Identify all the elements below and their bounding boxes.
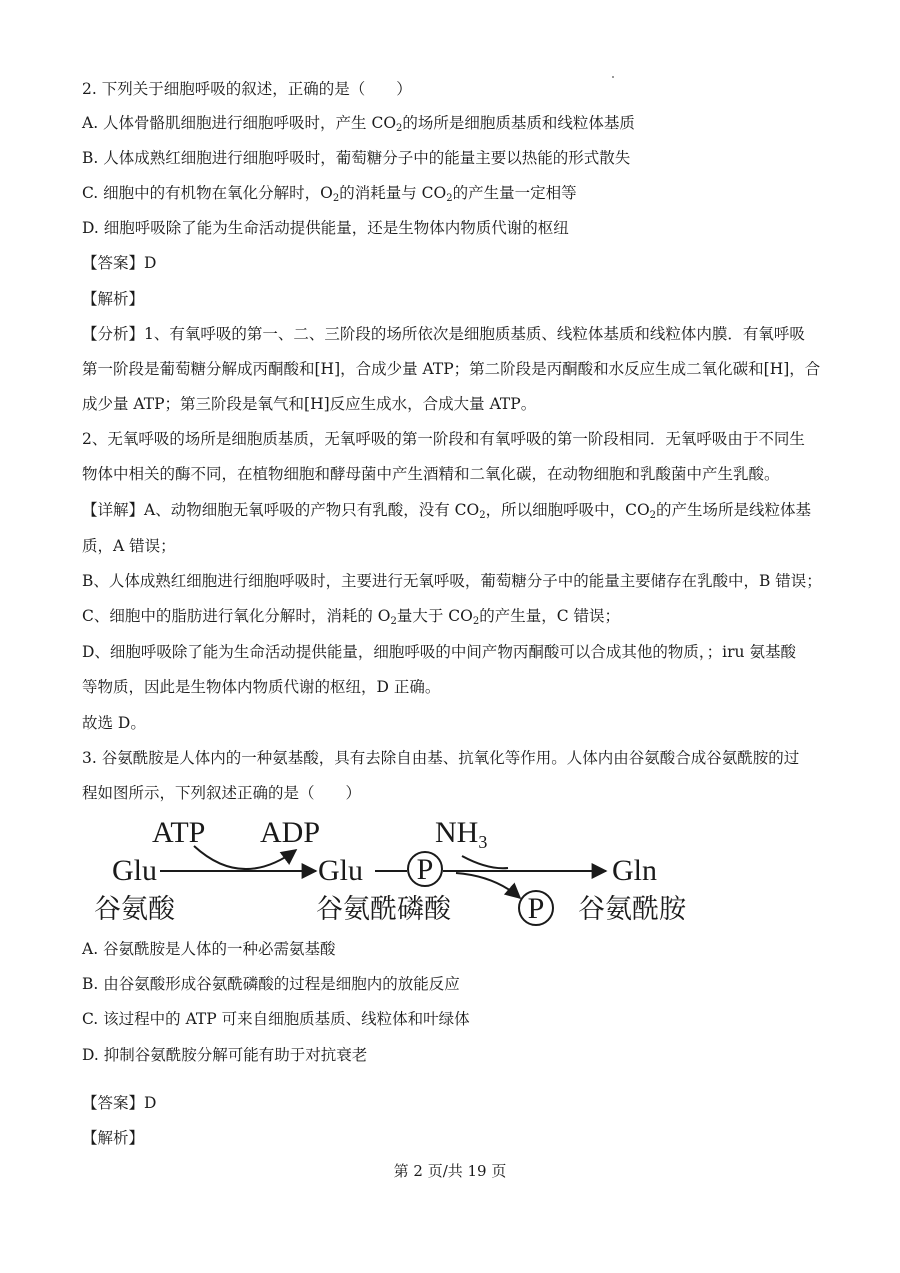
q2-option-b: B. 人体成熟红细胞进行细胞呼吸时，葡萄糖分子中的能量主要以热能的形式散失 [82, 149, 631, 167]
q2-answer: 【答案】D [82, 254, 157, 272]
q2-pick: 故选 D。 [82, 714, 146, 732]
phosphate-p-1: P [416, 853, 434, 886]
scan-speck [612, 76, 614, 78]
q2-jiexi-heading: 【解析】 [82, 290, 145, 308]
phosphate-out-arrow [456, 873, 520, 898]
page-footer: 第 2 页/共 19 页 [393, 1162, 507, 1180]
q2-analysis-line: 成少量 ATP；第三阶段是氧气和[H]反应生成水，合成大量 ATP。 [82, 395, 537, 413]
q3-option-a: A. 谷氨酰胺是人体的一种必需氨基酸 [82, 940, 336, 958]
q2-detail-a-cont: 质，A 错误； [82, 537, 176, 555]
q2-option-c: C. 细胞中的有机物在氧化分解时，$O_2$的消耗量与 $CO_2$的产生量一定相等 [82, 184, 577, 204]
nh3-in-curve [462, 856, 508, 868]
phosphate-p-2: P [527, 892, 545, 925]
q2-detail-a: 【详解】A、动物细胞无氧呼吸的产物只有乳酸，没有 $CO_2$，所以细胞呼吸中，$CO_2$的产生场所是线粒体基 [82, 501, 812, 521]
q3-stem: 3. 谷氨酰胺是人体内的一种氨基酸，具有去除自由基、抗氧化等作用。人体内由谷氨酸合成谷氨酰胺的过 [82, 749, 800, 767]
q3-option-b: B. 由谷氨酸形成谷氨酰磷酸的过程是细胞内的放能反应 [82, 975, 460, 993]
q3-option-c: C. 该过程中的 ATP 可来自细胞质基质、线粒体和叶绿体 [82, 1010, 470, 1028]
q2-detail-b: B、人体成熟红细胞进行细胞呼吸时，主要进行无氧呼吸，葡萄糖分子中的能量主要储存在乳酸中，B 错误； [82, 572, 822, 590]
q2-option-d: D. 细胞呼吸除了能为生命活动提供能量，还是生物体内物质代谢的枢纽 [82, 219, 569, 237]
glutamine-label: 谷氨酰胺 [578, 894, 686, 925]
q2-stem: 2. 下列关于细胞呼吸的叙述，正确的是（ ） [82, 80, 412, 98]
q2-option-a: A. 人体骨骼肌细胞进行细胞呼吸时，产生 $CO_2$的场所是细胞质基质和线粒体基质 [82, 114, 635, 134]
glutamic-acid-label: 谷氨酸 [94, 894, 175, 925]
q2-analysis-line: 【分析】1、有氧呼吸的第一、二、三阶段的场所依次是细胞质基质、线粒体基质和线粒体内膜．有氧呼吸 [82, 325, 805, 343]
atp-to-adp-arrow [194, 846, 296, 869]
q2-analysis-line: 2、无氧呼吸的场所是细胞质基质，无氧呼吸的第一阶段和有氧呼吸的第一阶段相同．无氧呼吸由于不同生 [82, 430, 805, 448]
glu-phosphate: Glu [318, 854, 363, 887]
glutamyl-phosphate-label: 谷氨酰磷酸 [316, 894, 451, 925]
glutamine-synthesis-diagram [90, 812, 710, 934]
q3-option-d: D. 抑制谷氨酰胺分解可能有助于对抗衰老 [82, 1046, 368, 1064]
gln-product: Gln [612, 854, 657, 887]
q2-detail-c: C、细胞中的脂肪进行氧化分解时，消耗的 $O_2$量大于 $CO_2$的产生量，C 错误； [82, 607, 621, 627]
q2-analysis-line: 物体中相关的酶不同，在植物细胞和酵母菌中产生酒精和二氧化碳，在动物细胞和乳酸菌中产生乳酸。 [82, 465, 780, 483]
q2-analysis-line: 第一阶段是葡萄糖分解成丙酮酸和[H]，合成少量 ATP；第二阶段是丙酮酸和水反应生成二氧化碳和[H]，合 [82, 360, 821, 378]
adp-label: ADP [260, 816, 321, 849]
glu-substrate: Glu [112, 854, 157, 887]
q3-stem-cont: 程如图所示，下列叙述正确的是（ ） [82, 784, 362, 802]
atp-label: ATP [152, 816, 206, 849]
q2-detail-d: D、细胞呼吸除了能为生命活动提供能量，细胞呼吸的中间产物丙酮酸可以合成其他的物质，；iru 氨基酸 [82, 643, 796, 661]
q3-answer: 【答案】D [82, 1094, 157, 1112]
nh3-label: $NH_3$ [435, 816, 488, 852]
q2-detail-d-cont: 等物质，因此是生物体内物质代谢的枢纽，D 正确。 [82, 678, 441, 696]
q3-jiexi-heading: 【解析】 [82, 1129, 145, 1147]
